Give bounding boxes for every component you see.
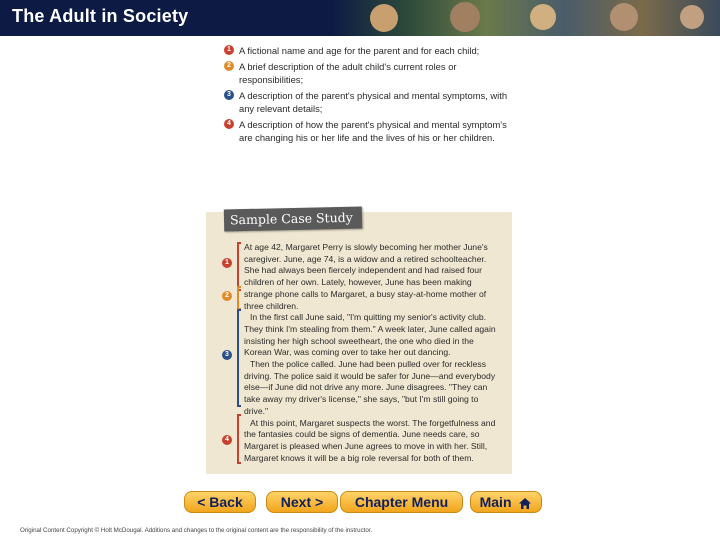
main-button-label: Main xyxy=(479,494,512,510)
case-study-panel xyxy=(206,209,512,474)
marker-1: 1 xyxy=(222,258,232,268)
marker-3: 3 xyxy=(222,350,232,360)
face-image xyxy=(370,4,398,32)
case-paragraph: At this point, Margaret suspects the worst. The forgetfulness and the fantasies could be signs of dementia. June needs care, so Margaret is pleased when June agrees to move in with her. Still, Margaret knows it will be a big role reversal for both of them. xyxy=(244,417,496,463)
requirements-list xyxy=(224,44,514,147)
face-image xyxy=(680,5,704,29)
list-item-text: A description of the parent's physical and mental symptoms, with any relevant details; xyxy=(239,90,508,114)
number-badge-1: 1 xyxy=(224,45,234,55)
list-item-text: A brief description of the adult child's current roles or responsibilities; xyxy=(239,61,457,85)
face-image xyxy=(530,4,556,30)
number-badge-3: 3 xyxy=(224,90,234,100)
list-item xyxy=(224,60,514,86)
number-badge-2: 2 xyxy=(224,61,234,71)
face-image xyxy=(450,2,480,32)
case-paragraph: In the first call June said, "I'm quitting my senior's activity club. They think I'm stealing from them." A week later, June called again insisting her high school sweetheart, the one who died in the Korean War, was coming over to take her out dancing. xyxy=(244,312,496,358)
bracket-1 xyxy=(237,242,241,291)
case-paragraph: Then the police called. June had been pulled over for reckless driving. The police said it would be safer for June—and everybody else—if June did not drive any more. June disagrees. "They can take away my driver's license," she says, "but I'm still going to drive." xyxy=(244,359,496,416)
list-item xyxy=(224,89,514,115)
bracket-2 xyxy=(237,286,241,310)
next-button[interactable]: Next > xyxy=(266,491,338,513)
list-item xyxy=(224,118,514,144)
case-study-text xyxy=(244,242,496,464)
marker-2: 2 xyxy=(222,291,232,301)
marker-4: 4 xyxy=(222,435,232,445)
bracket-3 xyxy=(237,309,241,407)
main-button[interactable] xyxy=(470,491,542,513)
home-icon xyxy=(518,497,532,510)
list-item-text: A fictional name and age for the parent and for each child; xyxy=(239,45,480,56)
bracket-4 xyxy=(237,414,241,464)
back-button[interactable]: < Back xyxy=(184,491,256,513)
header-photo-strip xyxy=(330,0,720,36)
case-paragraph: At age 42, Margaret Perry is slowly becoming her mother June's caregiver. June, age 74, is a widow and a retired schoolteacher. She had always been fiercely independent and had raised four children of her own. Lately, however, June has been making strange phone calls to Margaret, a busy stay-at-home mother of three children. xyxy=(244,242,488,311)
page-title: The Adult in Society xyxy=(12,6,189,26)
number-badge-4: 4 xyxy=(224,119,234,129)
list-item-text: A description of how the parent's physical and mental symptom's are changing his or her life and the lives of his or her children. xyxy=(239,119,507,143)
header-bar xyxy=(0,0,720,36)
copyright-footer: Original Content Copyright © Holt McDougal. Additions and changes to the original content are the responsibility of the instructor. xyxy=(20,527,373,534)
face-image xyxy=(610,3,638,31)
case-study-title: Sample Case Study xyxy=(224,207,362,232)
list-item xyxy=(224,44,514,57)
chapter-menu-button[interactable]: Chapter Menu xyxy=(340,491,463,513)
